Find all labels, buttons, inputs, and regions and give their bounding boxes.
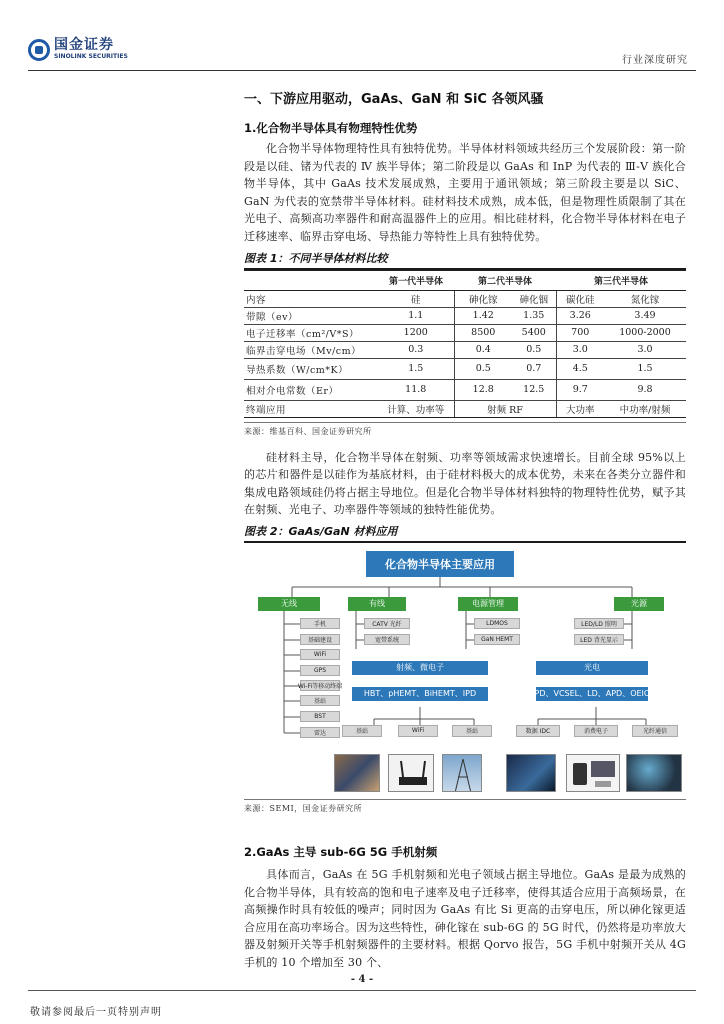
subsection-title-2: 2.GaAs 主导 sub-6G 5G 手机射频 (244, 844, 438, 859)
opto-devices: PD、VCSEL、LD、APD、OEIC (536, 687, 648, 701)
subsection-title-1: 1.化合物半导体具有物理特性优势 (244, 121, 418, 135)
logo-icon (28, 39, 50, 61)
footer-divider (28, 990, 696, 991)
end-market-item: 基站 (342, 725, 382, 737)
figure-1-title: 图表 1：不同半导体材料比较 (244, 250, 686, 270)
table-row: 内容 硅 砷化镓 砷化铟 碳化硅 氮化镓 (244, 290, 686, 307)
page-header (28, 38, 696, 72)
wireless-item: Wi-Fi等移动终端 (300, 680, 340, 691)
wired-item: 宽带系统 (364, 634, 410, 645)
paragraph-2: 硅材料主导，化合物半导体在射频、功率等领域需求快速增长。目前全球 95%以上的芯片和器件是以硅作为基底材料，由于硅材料极大的成本优势，未来在各类分立器件和集成电路领域硅仍将占据主导地位。但是化合物半导体材料独特的物理特性优势，赋予其在射频、光电子、功率器件等领域的独特性能优势。 (244, 450, 686, 517)
category-wired: 有线 (348, 597, 406, 611)
report-type: 行业深度研究 (622, 55, 688, 66)
wired-item: CATV 光纤 (364, 618, 410, 629)
table-generation-row (244, 270, 686, 290)
table-row: 电子迁移率（cm²/V*S） 1200 8500 5400 700 1000-2000 (244, 324, 686, 341)
paragraph-3: 具体而言，GaAs 在 5G 手机射频和光电子领域占据主导地位。GaAs 是最为成熟的化合物半导体，具有较高的饱和电子速率及电子迁移率，使得其适合应用于高频场景，在高频操作时具有较低的噪声；同时因为 GaAs 有比 Si 更高的击穿电压，所以砷化镓更适合应用在高功率场合。因为这些特性，砷化镓在 sub-6G 的 5G 时代，仍然将是功率放大器及射频开关等手机射频器件的主要材料。根据 Qorvo 报告，5G 手机中射频开关从 4G 手机的 10 个增加至 30 个、 (244, 867, 686, 969)
end-market-item: 基站 (452, 725, 492, 737)
table-row: 导热系数（W/cm*K） 1.5 0.5 0.7 4.5 1.5 (244, 358, 686, 379)
gen-1-header: 第一代半导体 (378, 270, 454, 290)
main-content (244, 88, 686, 972)
photo-router (388, 754, 434, 792)
end-market-item: 消费电子 (574, 725, 618, 737)
end-market-item: 光纤通信 (632, 725, 678, 737)
figure-1-source: 来源：维基百科、国金证券研究所 (244, 422, 686, 437)
logo-name-en: SINOLINK SECURITIES (54, 53, 128, 60)
category-light: 光源 (614, 597, 664, 611)
photo-consumer-electronics (566, 754, 620, 792)
logo-name-cn: 国金证券 (54, 37, 114, 53)
end-market-item: 数据 IDC (516, 725, 560, 737)
section-title: 一、下游应用驱动，GaAs、GaN 和 SiC 各领风骚 (244, 92, 544, 107)
photo-devices (334, 754, 380, 792)
gen-3-header: 第三代半导体 (556, 270, 686, 290)
figure-2-title: 图表 2：GaAs/GaN 材料应用 (244, 523, 686, 543)
table-row: 相对介电常数（Er） 11.8 12.8 12.5 9.7 9.8 (244, 379, 686, 400)
wireless-item: 基站 (300, 695, 340, 706)
end-market-item: WiFi (398, 725, 438, 737)
table-row: 带隙（ev） 1.1 1.42 1.35 3.26 3.49 (244, 307, 686, 324)
power-item: LDMOS (474, 618, 520, 629)
photo-datacenter (506, 754, 556, 792)
wireless-item: 雷达 (300, 727, 340, 738)
company-logo (28, 38, 128, 61)
category-wireless: 无线 (258, 597, 320, 611)
opto-label: 光电 (536, 661, 648, 675)
gen-2-header: 第二代半导体 (454, 270, 556, 290)
diagram-title: 化合物半导体主要应用 (366, 551, 514, 577)
photo-fiber (626, 754, 682, 792)
wireless-item: BST (300, 711, 340, 722)
light-item: LED 背光显示 (574, 634, 624, 645)
materials-table (244, 270, 686, 418)
wireless-item: 手机 (300, 618, 340, 629)
wireless-item: GPS (300, 665, 340, 676)
category-power: 电源管理 (458, 597, 518, 611)
light-item: LED/LD 照明 (574, 618, 624, 629)
photo-tower (442, 754, 482, 792)
rf-label: 射频、微电子 (352, 661, 488, 675)
table-row-end-use: 终端应用 计算、功率等 射频 RF 大功率 中功率/射频 (244, 400, 686, 417)
wireless-item: 基础建设 (300, 634, 340, 645)
power-item: GaN HEMT (474, 634, 520, 645)
figure-2-source: 来源：SEMI，国金证券研究所 (244, 799, 686, 814)
wireless-item: WiFi (300, 649, 340, 660)
page-number: - 4 - (350, 974, 374, 985)
paragraph-1: 化合物半导体物理特性具有独特优势。半导体材料领域共经历三个发展阶段：第一阶段是以硅、锗为代表的 Ⅳ 族半导体；第二阶段是以 GaAs 和 InP 为代表的 Ⅲ-Ⅴ 族化合物半导体，其中 GaAs 技术发展成熟，主要用于通讯领域；第三阶段主要是以 SiC、GaN 为代表的宽禁带半导体材料。硅材料技术成熟，成本低，但是物理性质限制了其在光电子、高频高功率器件和耐高温器件上的应用。相比硅材料，化合物半导体材料在电子迁移速率、临界击穿电场、导热能力等特性上具有独特优势。 (244, 142, 686, 243)
rf-devices: HBT、pHEMT、BiHEMT、IPD (352, 687, 488, 701)
disclaimer-note: 敬请参阅最后一页特别声明 (30, 1007, 162, 1018)
header-divider (28, 70, 696, 71)
table-row: 临界击穿电场（Mv/cm） 0.3 0.4 0.5 3.0 3.0 (244, 341, 686, 358)
applications-diagram (244, 547, 686, 795)
